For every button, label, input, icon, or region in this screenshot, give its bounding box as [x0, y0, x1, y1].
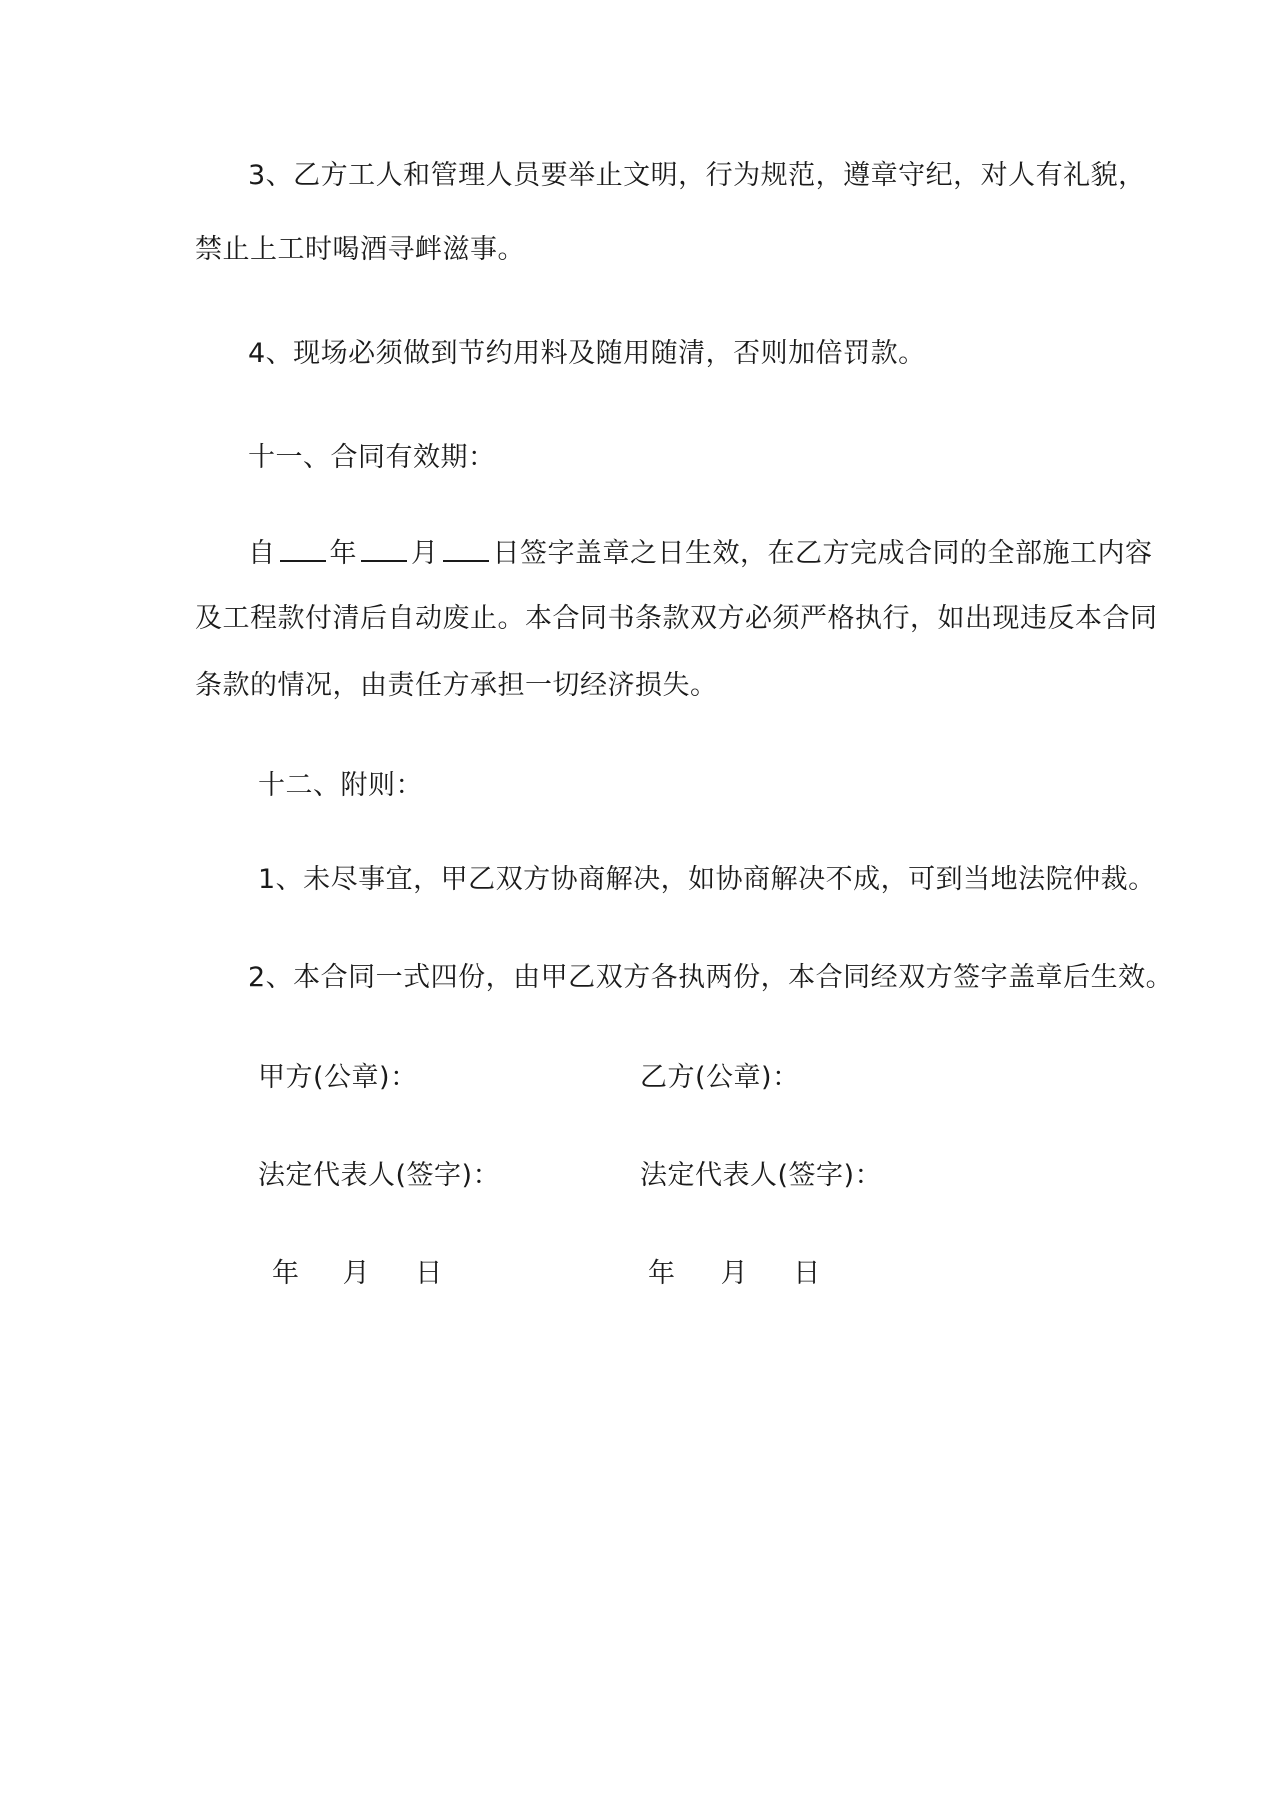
validity-word-year: 年: [329, 538, 357, 569]
year-blank: [280, 534, 326, 562]
party-a-date: [272, 1256, 443, 1292]
validity-word-rest: 日签字盖章之日生效，在乙方完成合同的全部施工内容: [492, 538, 1153, 569]
party-a-year: 年: [272, 1258, 300, 1289]
clause11-heading: 十一、合同有效期：: [248, 442, 496, 473]
month-blank: [361, 534, 407, 562]
clause10-item4: 4、现场必须做到节约用料及随用随清，否则加倍罚款。: [248, 338, 926, 369]
validity-word-from: 自: [248, 538, 276, 569]
party-a-day: 日: [415, 1258, 443, 1289]
party-b-month: 月: [720, 1258, 749, 1289]
clause11-validity-line2: 及工程款付清后自动废止。本合同书条款双方必须严格执行，如出现违反本合同: [195, 603, 1158, 634]
clause11-validity-line3: 条款的情况，由责任方承担一切经济损失。: [195, 670, 718, 701]
party-b-year: 年: [648, 1258, 676, 1289]
party-b-rep-label: 法定代表人(签字)：: [640, 1160, 883, 1191]
party-a-month: 月: [342, 1258, 371, 1289]
party-b-seal-label: 乙方(公章)：: [640, 1062, 800, 1093]
day-blank: [443, 534, 489, 562]
clause10-item3-line1: 3、乙方工人和管理人员要举止文明，行为规范，遵章守纪，对人有礼貌，: [248, 160, 1146, 191]
clause12-heading: 十二、附则：: [258, 770, 423, 801]
party-b-date: [648, 1256, 821, 1292]
party-a-rep-label: 法定代表人(签字)：: [258, 1160, 501, 1191]
clause10-item3-line2: 禁止上工时喝酒寻衅滋事。: [195, 234, 525, 265]
party-a-seal-label: 甲方(公章)：: [258, 1062, 418, 1093]
clause12-item2: 2、本合同一式四份，由甲乙双方各执两份，本合同经双方签字盖章后生效。: [248, 962, 1174, 993]
party-b-day: 日: [793, 1258, 821, 1289]
clause11-validity-line1: [248, 534, 1153, 572]
validity-word-month: 月: [411, 538, 439, 569]
clause12-item1: 1、未尽事宜，甲乙双方协商解决，如协商解决不成，可到当地法院仲裁。: [258, 864, 1156, 895]
